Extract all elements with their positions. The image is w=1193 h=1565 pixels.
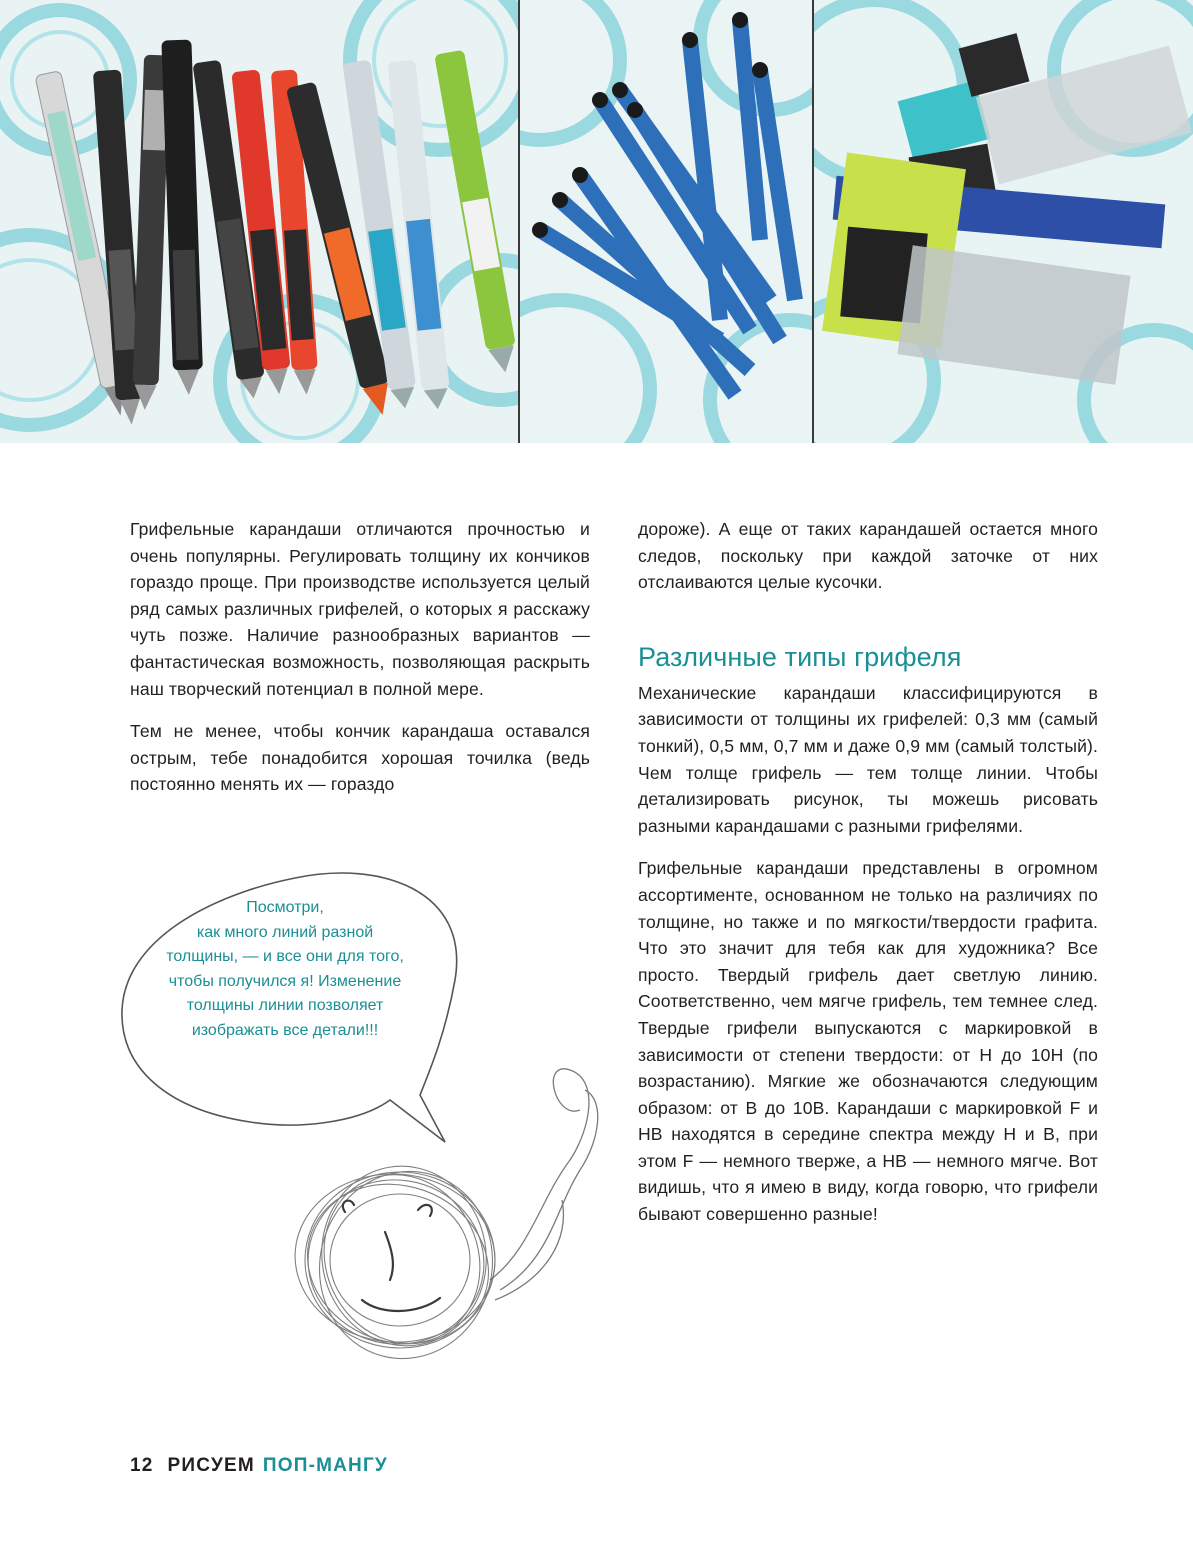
page-number: 12 bbox=[130, 1455, 154, 1476]
bubble-line: как много линий разной bbox=[196, 923, 374, 941]
body-paragraph: Грифельные карандаши представлены в огромном ассортименте, основанном не только на различиях по толщине, но также и по мягкости/твердости графита. Что это значит для тебя как для художника? Все просто. Твердый грифель дает светлую линию. Соответственно, чем мягче грифель, тем темнее след. Твердые грифели выпускаются с маркировкой в зависимости от степени твердости: от H до 10H (по возрастанию). Мягкие же обозначаются следующим образом: от B до 10B. Карандаши с маркировкой F и HB находятся в середине спектра между H и B, при этом F — немного тверже, а HB — немного мягче. Вот видишь, что я имею в виду, когда говорю, что грифели бывают совершенно разные! bbox=[638, 858, 1098, 1225]
left-column bbox=[130, 516, 590, 814]
section-title: Различные типы грифеля bbox=[638, 641, 962, 672]
right-column bbox=[638, 516, 1098, 1244]
speech-bubble-text bbox=[140, 896, 430, 1044]
page-footer bbox=[130, 1455, 388, 1477]
bubble-line: Посмотри, bbox=[246, 899, 324, 916]
bubble-line: толщины, — и все они для того, bbox=[166, 948, 404, 966]
body-paragraph: Тем не менее, чтобы кончик карандаша оставался острым, тебе понадобится хорошая точилка (ведь постоянно менять их — гораздо bbox=[130, 721, 590, 795]
bubble-line: толщины линии позволяет bbox=[186, 997, 384, 1015]
photo-lead-refills bbox=[814, 0, 1193, 443]
bubble-line: изображать все детали!!! bbox=[191, 1021, 379, 1039]
body-paragraph: Грифельные карандаши отличаются прочностью и очень популярны. Регулировать толщину их кончиков гораздо проще. При производстве используется целый ряд самых различных грифелей, о которых я расскажу чуть позже. Наличие разнообразных вариантов — фантастическая возможность, позволяющая раскрыть наш творческий потенциал в полной мере. bbox=[130, 519, 590, 699]
book-title-part2: ПОП-МАНГУ bbox=[262, 1455, 388, 1476]
bubble-line: чтобы получился я! Изменение bbox=[168, 972, 402, 990]
body-paragraph: Механические карандаши классифицируются в зависимости от толщины их грифелей: 0,3 мм (самый тонкий), 0,5 мм, 0,7 мм и даже 0,9 мм (самый толстый). Чем толще грифель — тем толще линии. Чтобы детализировать рисунок, ты можешь рисовать разными карандашами с разными грифелями. bbox=[638, 682, 1098, 836]
book-title-part1: РИСУЕМ bbox=[167, 1455, 255, 1476]
photo-wooden-pencils bbox=[520, 0, 812, 443]
body-paragraph: дороже). А еще от таких карандашей остается много следов, поскольку при каждой заточке от них отслаиваются целые кусочки. bbox=[638, 519, 1098, 593]
photo-strip bbox=[0, 0, 1193, 443]
photo-mechanical-pencils bbox=[0, 0, 518, 443]
